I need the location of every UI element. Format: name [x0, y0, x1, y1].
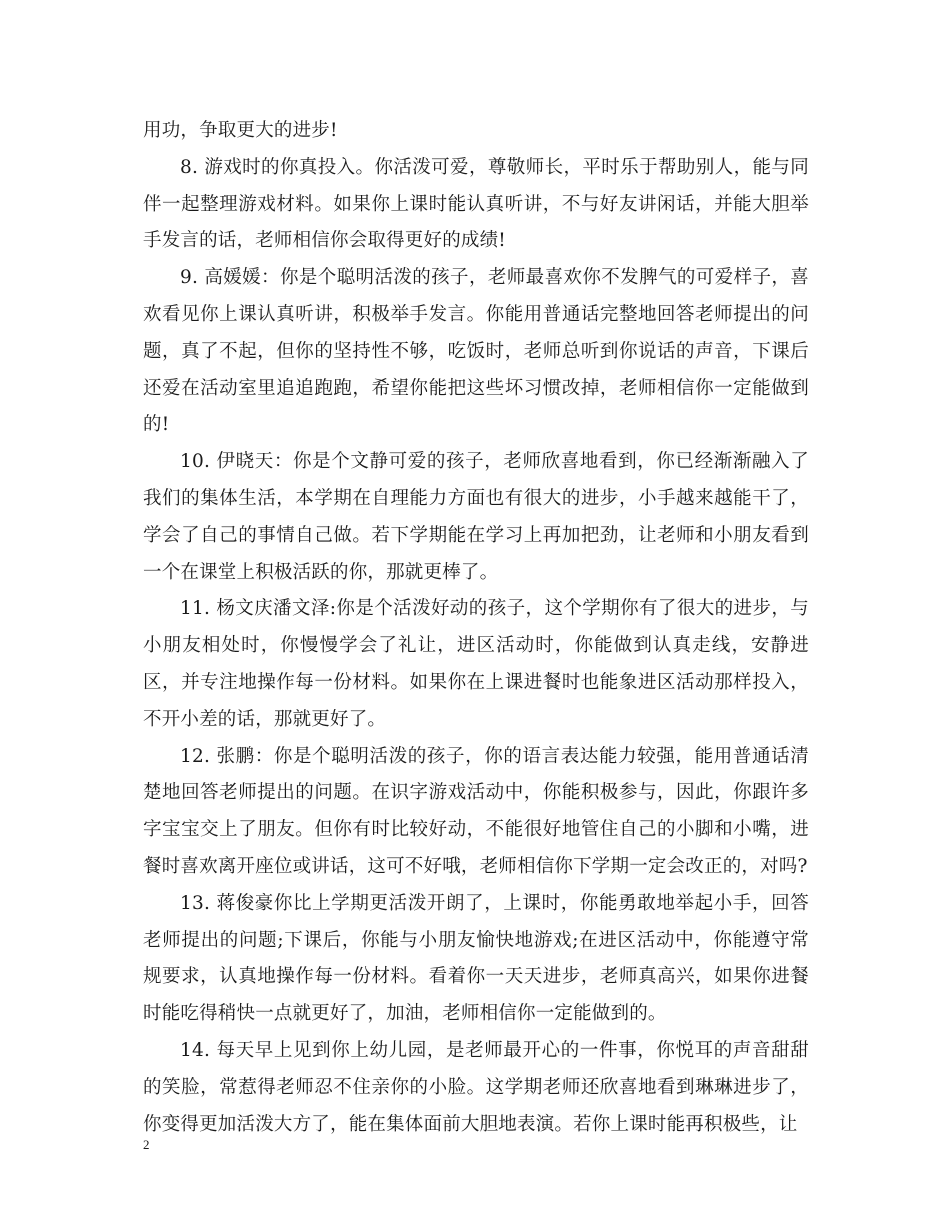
document-body: [143, 113, 809, 1143]
paragraph-comment-9: 9. 高媛媛：你是个聪明活泼的孩子，老师最喜欢你不发脾气的可爱样子，喜欢看见你上课认真听讲，积极举手发言。你能用普通话完整地回答老师提出的问题，真了不起，但你的坚持性不够，吃饭时，老师总听到你说话的声音，下课后还爱在活动室里追追跑跑，希望你能把这些坏习惯改掉，老师相信你一定能做到的!: [143, 267, 809, 436]
paragraph-comment-8: 8. 游戏时的你真投入。你活泼可爱，尊敬师长，平时乐于帮助别人，能与同伴一起整理游戏材料。如果你上课时能认真听讲，不与好友讲闲话，并能大胆举手发言的话，老师相信你会取得更好的成绩!: [143, 156, 809, 252]
page-number: 2: [143, 1137, 150, 1152]
paragraph-comment-14: 14. 每天早上见到你上幼儿园，是老师最开心的一件事，你悦耳的声音甜甜的笑脸，常惹得老师忍不住亲你的小脸。这学期老师还欣喜地看到琳琳进步了，你变得更加活泼大方了，能在集体面前大胆地表演。若你上课时能再积极些，让: [143, 1039, 809, 1135]
paragraph-comment-10: 10. 伊晓天：你是个文静可爱的孩子，老师欣喜地看到，你已经渐渐融入了我们的集体生活，本学期在自理能力方面也有很大的进步，小手越来越能干了，学会了自己的事情自己做。若下学期能在学习上再加把劲，让老师和小朋友看到一个在课堂上积极活跃的你，那就更棒了。: [143, 451, 809, 583]
paragraph-comment-13: 13. 蒋俊豪你比上学期更活泼开朗了，上课时，你能勇敢地举起小手，回答老师提出的问题;下课后，你能与小朋友愉快地游戏;在进区活动中，你能遵守常规要求，认真地操作每一份材料。看着你一天天进步，老师真高兴，如果你进餐时能吃得稍快一点就更好了，加油，老师相信你一定能做到的。: [143, 892, 809, 1025]
paragraph-comment-11: 11. 杨文庆潘文泽:你是个活泼好动的孩子，这个学期你有了很大的进步，与小朋友相处时，你慢慢学会了礼让，进区活动时，你能做到认真走线，安静进区，并专注地操作每一份材料。如果你在上课进餐时也能象进区活动那样投入，不开小差的话，那就更好了。: [143, 598, 809, 730]
paragraph-comment-12: 12. 张鹏：你是个聪明活泼的孩子，你的语言表达能力较强，能用普通话清楚地回答老师提出的问题。在识字游戏活动中，你能积极参与，因此，你跟许多字宝宝交上了朋友。但你有时比较好动，不能很好地管住自己的小脚和小嘴，进餐时喜欢离开座位或讲话，这可不好哦，老师相信你下学期一定会改正的，对吗?: [143, 745, 809, 877]
paragraph-continuation: 用功，争取更大的进步!: [143, 120, 338, 141]
